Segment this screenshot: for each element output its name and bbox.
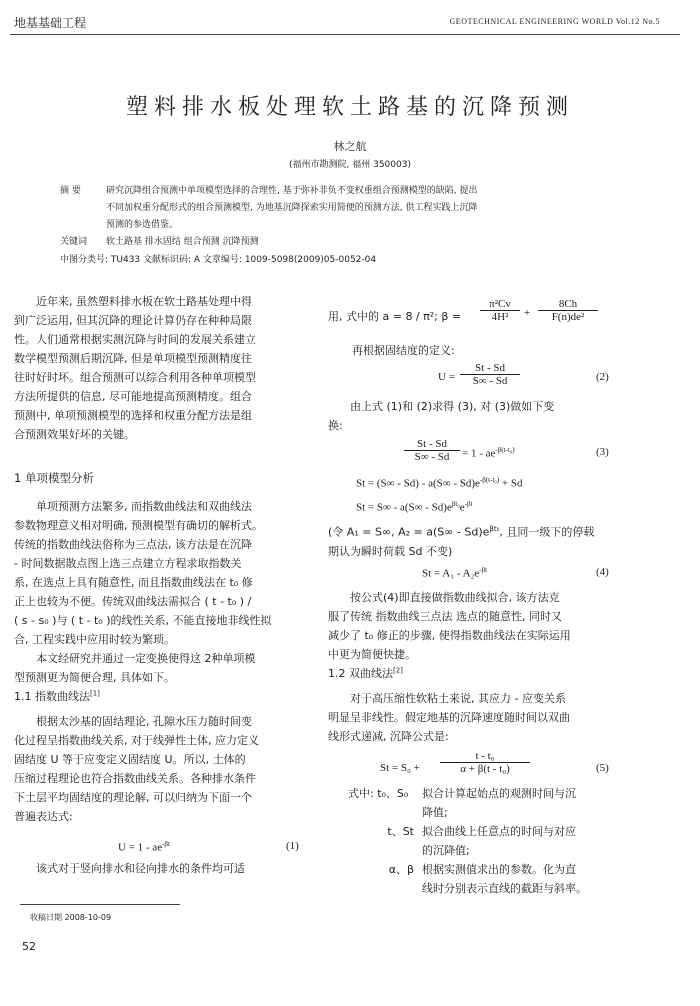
classification-line: 中图分类号: TU433 文献标识码: A 文章编号: 1009-5098(2009)05-0052-04 [60,255,377,265]
equation-5-lhs: St = S₀ + [380,762,420,774]
plus-sign: + [524,307,531,319]
equation-2-lhs: U = [438,371,455,383]
subsection-1-2-paragraph: 对于高压缩性软粘土来说, 其应力 - 应变关系 明显呈非线性。假定地基的沉降速度随时间以双曲 线形式递减, 沉降公式是: [328,692,570,743]
definition-row: 的沉降值; [422,844,470,857]
equation-2-number: (2) [596,371,609,383]
page-number: 52 [22,940,36,953]
equation-1-number: (1) [286,840,299,852]
abstract-line: 不同加权重分配形式的组合预测模型, 为地基沉降探索实用简便的预测方法, 供工程实践上沉降 [106,203,478,213]
definition-row: 降值; [422,806,448,819]
journal-name-cn: 地基基础工程 [14,16,87,30]
received-date: 收稿日期 2008-10-09 [30,913,112,922]
definition-row: 线时分别表示直线的截距与斜率。 [422,882,587,895]
equation-2-fraction: St - Sd S∞ - Sd [460,362,520,387]
subsection-1-1-heading: 1.1 指数曲线法[1] [14,689,100,703]
section-1-paragraph: 单项预测方法繁多, 而指数曲线法和双曲线法 参数物理意义相对明确, 预测模型有确切的解析式。 传统的指数曲线法俗称为三点法, 该方法是在沉降 - 时间数据散点图上选三点建立方程求取指数关 系, 在选点上具有随意性, 而且指数曲线法在 t₀ 修 正上也较为不便。传统双曲线法需拟合 ( t - t₀ ) / ( s - s₀ )与 ( t - t₀ )的线性关系, 不能直接地非线性拟 合, 工程实践中应用时较为繁琐。 本文经研究并通过一定变换使得这 2种单项模 型预测更为简便合理, 具体如下。 [14,500,272,684]
footnote-rule [20,904,180,905]
equation-1: $U = 1 - ae^{-\beta t}$ [118,840,170,854]
abstract-label: 摘 要 [60,186,81,196]
definition-row: 式中: t₀、S₀ 拟合计算起始点的观测时间与沉 [348,787,576,800]
left-last-line: 该式对于竖向排水和径向排水的条件均可适 [36,862,245,875]
right-line-2: 再根据固结度的定义: [352,344,455,357]
citation-ref: [1] [90,689,100,698]
subsection-1-2-heading: 1.2 双曲线法[2] [328,666,403,680]
author: 林之航 [333,140,367,153]
equation-3c: $St = S\infty - a(S\infty - Sd)e^{\beta t_0}e^{-\beta t}$ [356,500,473,514]
paragraph-after-eq4: 按公式(4)即直接做指数曲线拟合, 该方法克 服了传统 指数曲线三点法 选点的随意性, 同时又 减少了 t₀ 修正的步骤, 使得指数曲线法在实际运用 中更为简便快捷。 [328,591,571,661]
intro-paragraph: 近年来, 虽然塑料排水板在软土路基处理中得 到广泛运用, 但其沉降的理论计算仍存在种种局限 性。人们通常根据实测沉降与时间的发展关系建立 数学模型预测后期沉降, 但是单项模型预测精度往 往时好时坏。组合预测可以综合利用各种单项模型 方法所提供的信息, 尽可能地提高预测精度。组合 预测中, 单项预测模型的选择和权重分配方法是组 合预测效果好坏的关键。 [14,295,256,441]
fraction-1: π²Cv 4H² [480,298,520,323]
fraction-2: 8Ch F(n)de² [538,298,598,323]
subsection-1-1-paragraph: 根据太沙基的固结理论, 孔隙水压力随时间变 化过程呈指数曲线关系, 对于线弹性土体, 应力定义 固结度 U 等于应变定义固结度 U。所以, 土体的 压缩过程理论也符合指数曲线关系。各种排水条件 下土层平均固结度的理论解, 可以归纳为下面一个 普遍表达式: [14,715,259,823]
equation-3-rhs: = $1 - ae^{-\beta(t-t_0)}$ [462,446,515,460]
right-line-1: 用, 式中的 a = 8 / π²; β = [328,310,462,323]
equation-3b: $St = (S\infty - Sd) - a(S\infty - Sd)e^{-\beta(t-t_0)} + Sd$ [356,476,523,490]
equation-4-number: (4) [596,566,609,578]
definition-row: t、St 拟合曲线上任意点的时间与对应 [387,825,576,838]
keywords-text: 软土路基 排水固结 组合预测 沉降预测 [106,237,259,247]
journal-name-en: GEOTECHNICAL ENGINEERING WORLD Vol.12 No.5 [449,17,660,26]
equation-3-number: (3) [596,446,609,458]
abstract-text [106,183,586,234]
definition-row: α、β 根据实测值求出的参数。化为直 [388,863,576,876]
header-rule [10,34,680,35]
equation-4: $St = A_1 - A_2e^{-\beta t}$ [422,566,488,580]
section-1-heading: 1 单项模型分析 [14,471,94,485]
abstract-line: 预测的参选借鉴。 [106,220,179,230]
equation-5-number: (5) [596,762,609,774]
abstract-line: 研究沉降组合预测中单项模型选择的合理性, 基于弥补非负不变权重组合预测模型的缺陷, 提出 [106,186,478,196]
left-column [14,292,332,444]
variable-definitions [348,784,618,898]
affiliation: (福州市勘测院, 福州 350003) [289,160,411,170]
right-line-3: 由上式 (1)和 (2)求得 (3), 对 (3)做如下变 换: [328,400,555,432]
equation-5-fraction: t - t₀ α + β(t - t₀) [440,750,530,775]
citation-ref: [2] [393,666,403,675]
equation-3-fraction: St - Sd S∞ - Sd [404,438,460,463]
keywords-label: 关键词 [60,237,88,247]
right-line-4: (令 A₁ = S∞, $A_2 = a(S\infty - Sd)e^{\beta t_0}$, 且同一级下的停载 期认为瞬时荷载 Sd 不变) [328,525,595,558]
paper-title: 塑料排水板处理软土路基的沉降预测 [125,95,574,120]
